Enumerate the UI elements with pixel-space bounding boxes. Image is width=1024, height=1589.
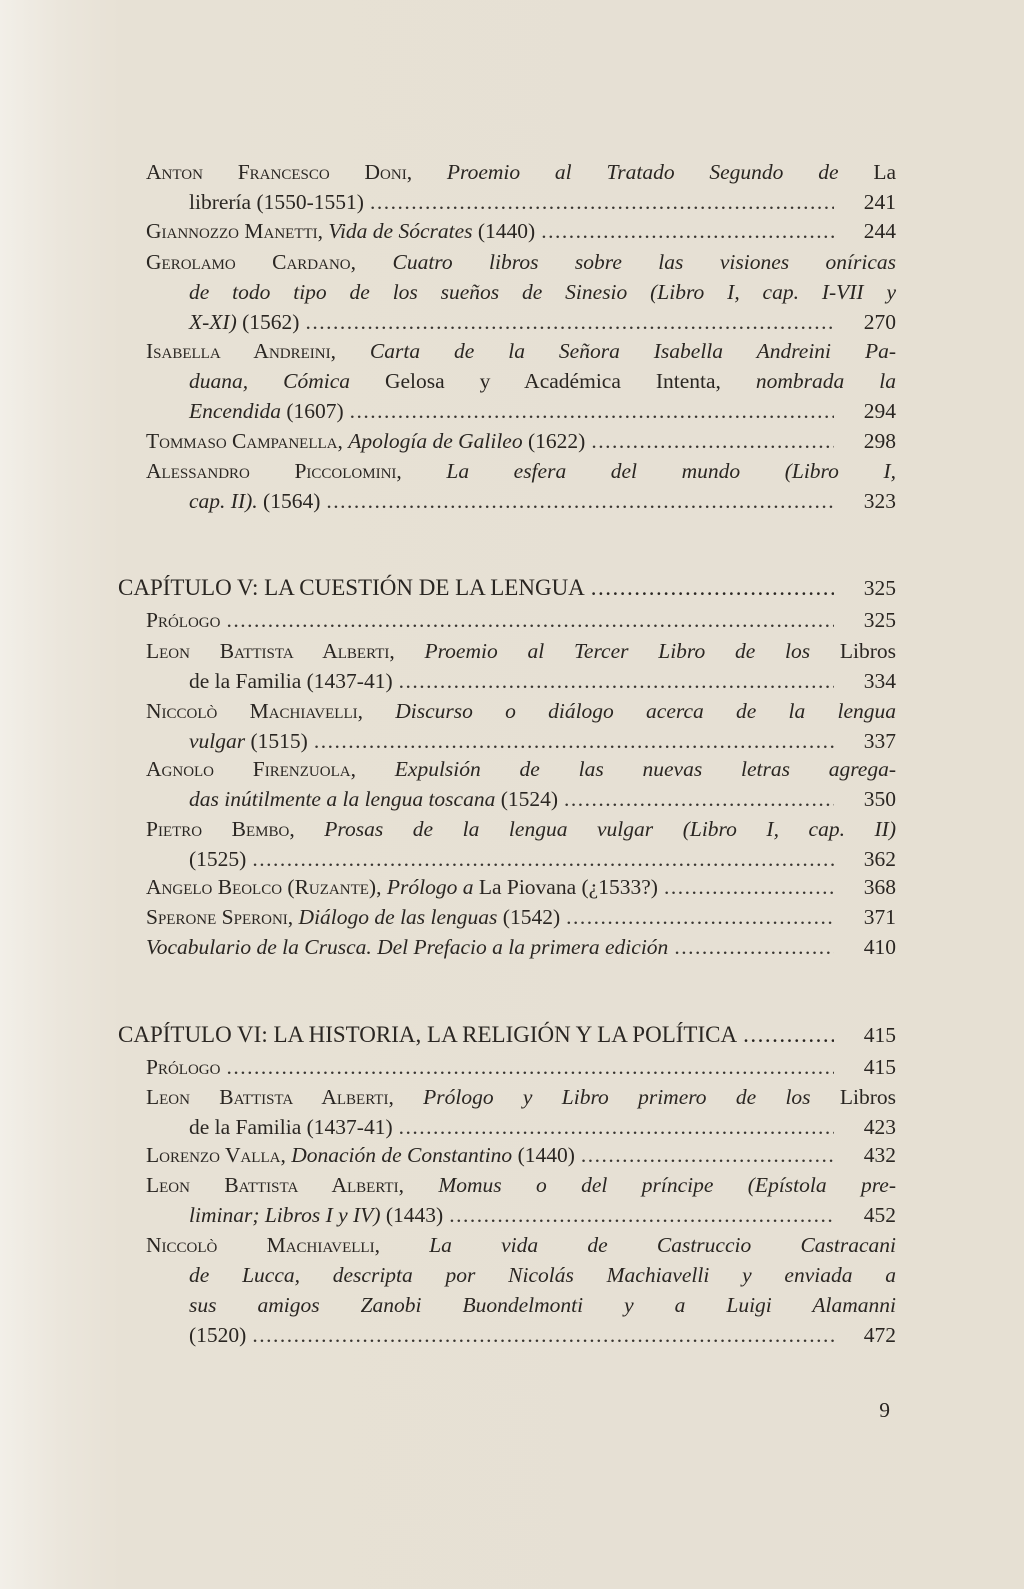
page-ref: 410: [863, 935, 896, 959]
entry-text: [189, 187, 364, 217]
page-ref: 298: [863, 429, 896, 453]
page-ref: 294: [863, 399, 896, 423]
entry-line: [146, 814, 896, 844]
author-name: Lorenzo Valla: [146, 1143, 281, 1167]
author-name: Angelo Beolco (Ruzante): [146, 875, 377, 899]
entry-line: [146, 902, 896, 932]
page-ref: 325: [863, 608, 896, 632]
italic-title: Encendida: [189, 399, 281, 423]
toc-entry: [146, 754, 896, 814]
entry-text: [189, 784, 558, 814]
page-ref: 415: [863, 1055, 896, 1079]
dot-leader: [370, 187, 834, 217]
author-name: Prólogo: [146, 608, 221, 632]
toc-entry: [146, 1082, 896, 1142]
text-segment: ,: [357, 699, 396, 723]
entry-line: [146, 187, 896, 217]
entry-line: [146, 1200, 896, 1230]
toc-entry: [146, 814, 896, 874]
page-ref: 415: [863, 1023, 896, 1047]
author-name: Pietro Bembo: [146, 817, 290, 841]
entry-line: [146, 754, 896, 784]
text-segment: (1564): [257, 489, 321, 513]
author-name: Leon Battista Alberti: [146, 1173, 399, 1197]
text-segment: de la Familia (1437-41): [189, 669, 393, 693]
italic-title: de Lucca, descripta por Nicolás Machiavelli y enviada a: [189, 1263, 896, 1287]
toc-entry: [146, 902, 896, 932]
entry-line: [146, 247, 896, 277]
entry-line: [146, 872, 896, 902]
italic-title: nombrada la: [755, 369, 896, 393]
italic-title: Diálogo de las lenguas: [298, 905, 498, 929]
page-ref: 472: [863, 1323, 896, 1347]
toc-entry: [146, 157, 896, 217]
entry-line: [146, 1082, 896, 1112]
page-ref: 241: [863, 190, 896, 214]
entry-text: [189, 486, 320, 516]
italic-title: Proemio al Tratado Segundo de: [446, 160, 874, 184]
text-segment: Gelosa y Académica Intenta,: [384, 369, 756, 393]
author-name: Gerolamo Cardano: [146, 250, 351, 274]
text-segment: ,: [398, 1173, 439, 1197]
entry-text: [189, 1200, 443, 1230]
text-segment: ,: [388, 1085, 424, 1109]
entry-line: [146, 666, 896, 696]
page-ref: 432: [863, 1143, 896, 1167]
dot-leader: [591, 575, 834, 601]
text-segment: ,: [350, 250, 393, 274]
entry-text: [146, 605, 220, 635]
toc-entry: [146, 872, 896, 902]
text-segment: ,: [374, 1233, 430, 1257]
entry-line: [146, 1052, 896, 1082]
text-segment: (1443): [380, 1203, 444, 1227]
entry-text: [146, 426, 585, 456]
chapter-heading: [118, 1022, 896, 1052]
text-segment: (1440): [472, 219, 536, 243]
entry-line: [146, 784, 896, 814]
italic-title: Prosas de la lengua vulgar (Libro I, cap. II): [324, 817, 896, 841]
text-segment: ,: [396, 459, 447, 483]
italic-title: Discurso o diálogo acerca de la lengua: [395, 699, 897, 723]
italic-title: cap. II).: [189, 489, 258, 513]
toc-entry: [146, 696, 896, 756]
italic-title: duana, Cómica: [189, 369, 385, 393]
entry-text: [189, 307, 299, 337]
entry-line: [146, 157, 896, 187]
text-segment: ,: [317, 219, 329, 243]
toc-entry: [146, 1230, 896, 1350]
dot-leader: [326, 486, 834, 516]
italic-title: Carta de la Señora Isabella Andreini Pa-: [369, 339, 896, 363]
text-segment: (1520): [189, 1323, 247, 1347]
dot-leader: [564, 784, 834, 814]
text-segment: ,: [376, 875, 387, 899]
dot-leader: [350, 396, 834, 426]
italic-title: sus amigos Zanobi Buondelmonti y a Luigi Alamanni: [189, 1293, 896, 1317]
chapter-title: CAPÍTULO V: LA CUESTIÓN DE LA LENGUA: [118, 575, 585, 600]
author-name: Alessandro Piccolomini: [146, 459, 397, 483]
entry-line: [146, 1290, 896, 1320]
toc-entry: [146, 932, 896, 962]
author-name: Niccolò Machiavelli: [146, 699, 358, 723]
toc-entry: [146, 1140, 896, 1170]
entry-line: [146, 1140, 896, 1170]
text-segment: La: [873, 160, 897, 184]
italic-title: Donación de Constantino: [291, 1143, 513, 1167]
italic-title: das inútilmente a la lengua toscana: [189, 787, 496, 811]
page-ref: 362: [863, 847, 896, 871]
entry-line: [146, 1320, 896, 1350]
italic-title: Vocabulario de la Crusca. Del Prefacio a la primera edición: [146, 935, 669, 959]
page-ref: 334: [863, 669, 896, 693]
entry-line: [146, 366, 896, 396]
entry-text: [189, 844, 246, 874]
entry-text: [189, 1320, 246, 1350]
page-ref: 337: [863, 729, 896, 753]
dot-leader: [541, 216, 834, 246]
text-segment: ,: [280, 1143, 292, 1167]
toc-entry: [146, 247, 896, 337]
author-name: Leon Battista Alberti: [146, 1085, 389, 1109]
page-ref: 371: [863, 905, 896, 929]
dot-leader: [226, 605, 834, 635]
author-name: Agnolo Firenzuola: [146, 757, 351, 781]
entry-line: [146, 726, 896, 756]
italic-title: La esfera del mundo (Libro I,: [446, 459, 896, 483]
dot-leader: [252, 1320, 834, 1350]
italic-title: Expulsión de las nuevas letras agrega-: [394, 757, 897, 781]
entry-line: [146, 396, 896, 426]
toc-entry: [146, 1170, 896, 1230]
toc-entry: [146, 426, 896, 456]
page-ref: 323: [863, 489, 896, 513]
dot-leader: [591, 426, 834, 456]
page-ref: 452: [863, 1203, 896, 1227]
text-segment: (1515): [245, 729, 308, 753]
entry-line: [146, 456, 896, 486]
text-segment: librería (1550-1551): [189, 190, 364, 214]
entry-text: [146, 902, 560, 932]
entry-line: [146, 605, 896, 635]
entry-line: [146, 932, 896, 962]
page-ref: 423: [863, 1115, 896, 1139]
italic-title: vulgar: [189, 729, 246, 753]
text-segment: ,: [389, 639, 425, 663]
page-ref: 350: [863, 787, 896, 811]
text-segment: (1440): [512, 1143, 575, 1167]
entry-text: [189, 1112, 393, 1142]
toc-entry: [146, 456, 896, 516]
author-name: Prólogo: [146, 1055, 221, 1079]
italic-title: Cuatro libros sobre las visiones oníricas: [392, 250, 897, 274]
entry-line: [146, 1112, 896, 1142]
author-name: Anton Francesco Doni: [146, 160, 407, 184]
entry-line: [146, 216, 896, 246]
text-segment: ,: [337, 429, 349, 453]
entry-text: [146, 932, 668, 962]
text-segment: Libros: [839, 639, 896, 663]
dot-leader: [252, 844, 834, 874]
entry-line: [146, 1230, 896, 1260]
dot-leader: [305, 307, 834, 337]
page-ref: 270: [863, 310, 896, 334]
entry-text: [189, 666, 393, 696]
text-segment: (1607): [280, 399, 344, 423]
italic-title: Prólogo a: [386, 875, 479, 899]
entry-line: [146, 336, 896, 366]
entry-line: [146, 696, 896, 726]
dot-leader: [314, 726, 834, 756]
text-segment: ,: [350, 757, 395, 781]
author-name: Giannozzo Manetti: [146, 219, 318, 243]
page-ref: 325: [863, 576, 896, 600]
italic-title: Proemio al Tercer Libro de los: [424, 639, 840, 663]
page-ref: 368: [863, 875, 896, 899]
text-segment: La Piovana (¿1533?): [478, 875, 658, 899]
dot-leader: [226, 1052, 834, 1082]
italic-title: Apología de Galileo: [348, 429, 523, 453]
author-name: Tommaso Campanella: [146, 429, 338, 453]
dot-leader: [664, 872, 834, 902]
entry-line: [146, 1170, 896, 1200]
italic-title: Momus o del príncipe (Epístola pre-: [438, 1173, 896, 1197]
entry-text: [146, 872, 658, 902]
page-number: 9: [879, 1398, 890, 1422]
author-name: Leon Battista Alberti: [146, 639, 390, 663]
entry-text: [189, 726, 308, 756]
author-name: Sperone Speroni: [146, 905, 288, 929]
text-segment: de la Familia (1437-41): [189, 1115, 393, 1139]
toc-entry: [146, 605, 896, 635]
italic-title: Vida de Sócrates: [328, 219, 473, 243]
text-segment: (1562): [236, 310, 300, 334]
text-segment: (1525): [189, 847, 247, 871]
toc-entry: [146, 636, 896, 696]
dot-leader: [399, 1112, 834, 1142]
italic-title: X-XI): [189, 310, 237, 334]
text-segment: (1524): [495, 787, 559, 811]
entry-text: [146, 1052, 220, 1082]
entry-line: [146, 636, 896, 666]
chapter-heading: [118, 575, 896, 605]
text-segment: ,: [287, 905, 299, 929]
entry-text: [146, 216, 535, 246]
entry-text: [146, 1140, 575, 1170]
dot-leader: [399, 666, 834, 696]
entry-line: [146, 426, 896, 456]
italic-title: de todo tipo de los sueños de Sinesio (Libro I, cap. I-VII y: [189, 280, 896, 304]
dot-leader: [674, 932, 834, 962]
entry-line: [146, 486, 896, 516]
text-segment: (1542): [497, 905, 561, 929]
toc-entry: [146, 336, 896, 426]
dot-leader: [581, 1140, 834, 1170]
text-segment: Libros: [839, 1085, 896, 1109]
entry-line: [146, 277, 896, 307]
text-segment: (1622): [522, 429, 586, 453]
entry-text: [189, 396, 344, 426]
toc-entry: [146, 1052, 896, 1082]
italic-title: Prólogo y Libro primero de los: [423, 1085, 840, 1109]
text-segment: ,: [289, 817, 325, 841]
entry-line: [146, 307, 896, 337]
chapter-title: CAPÍTULO VI: LA HISTORIA, LA RELIGIÓN Y LA POLÍTICA: [118, 1022, 738, 1047]
text-segment: ,: [330, 339, 370, 363]
page-ref: 244: [863, 219, 896, 243]
entry-line: [146, 1260, 896, 1290]
dot-leader: [449, 1200, 834, 1230]
toc-entry: [146, 216, 896, 246]
italic-title: La vida de Castruccio Castracani: [429, 1233, 897, 1257]
dot-leader: [566, 902, 834, 932]
dot-leader: [743, 1022, 834, 1048]
italic-title: liminar; Libros I y IV): [189, 1203, 381, 1227]
author-name: Niccolò Machiavelli: [146, 1233, 375, 1257]
entry-line: [146, 844, 896, 874]
author-name: Isabella Andreini: [146, 339, 331, 363]
text-segment: ,: [406, 160, 447, 184]
